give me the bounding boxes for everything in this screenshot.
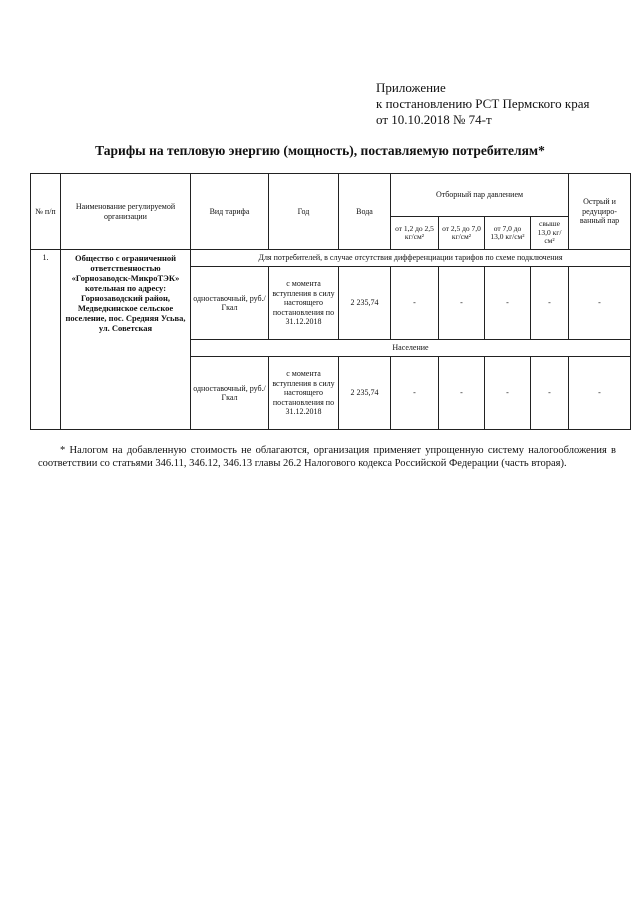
organization-name: Общество с ограниченной ответственностью «Горнозаводск-МикроТЭК» котельная по адресу: Горнозаводский район, Медведкинское сельское поселение, пос. Средняя Усьва, ул. Советская (61, 250, 191, 430)
header-tariff-type: Вид тарифа (191, 174, 269, 250)
footnote (38, 444, 616, 470)
header-steam-sub: от 1,2 до 2,5 кг/см² (391, 217, 439, 250)
header-steam-sub: от 2,5 до 7,0 кг/см² (439, 217, 485, 250)
tariffs-table (30, 173, 631, 430)
steam-cell: - (439, 357, 485, 430)
sharp-steam-cell: - (569, 267, 631, 340)
steam-cell: - (531, 357, 569, 430)
steam-cell: - (391, 357, 439, 430)
appendix-line-2: к постановлению РСТ Пермского края (376, 96, 590, 111)
steam-cell: - (531, 267, 569, 340)
steam-cell: - (439, 267, 485, 340)
appendix-line-3: от 10.10.2018 № 74-т (376, 112, 492, 127)
steam-cell: - (485, 357, 531, 430)
water-cell: 2 235,74 (339, 357, 391, 430)
header-sharp-steam: Острый и редуциро-ванный пар (569, 174, 631, 250)
footnote-text: * Налогом на добавленную стоимость не облагаются, организация применяет упрощенную систему налогообложения в соответствии со статьями 346.11, 346.12, 346.13 главы 26.2 Налогового кодекса Российской Федерации (часть вторая). (38, 445, 616, 469)
sharp-steam-cell: - (569, 357, 631, 430)
header-year: Год (269, 174, 339, 250)
document-title: Тарифы на тепловую энергию (мощность), поставляемую потребителям* (95, 143, 545, 158)
water-cell: 2 235,74 (339, 267, 391, 340)
steam-cell: - (391, 267, 439, 340)
steam-cell: - (485, 267, 531, 340)
tariff-type-cell: одноставочный, руб./Гкал (191, 267, 269, 340)
header-steam-sub: от 7,0 до 13,0 кг/см² (485, 217, 531, 250)
header-num: № п/п (31, 174, 61, 250)
section-label: Население (191, 340, 631, 357)
row-number: 1. (31, 250, 61, 430)
appendix-line-1: Приложение (376, 80, 446, 95)
header-steam-sub: свыше 13,0 кг/см² (531, 217, 569, 250)
year-cell: с момента вступления в силу настоящего постановления по 31.12.2018 (269, 357, 339, 430)
year-cell: с момента вступления в силу настоящего постановления по 31.12.2018 (269, 267, 339, 340)
header-org: Наименование регулируемой организации (61, 174, 191, 250)
tariff-type-cell: одноставочный, руб./Гкал (191, 357, 269, 430)
header-water: Вода (339, 174, 391, 250)
section-label: Для потребителей, в случае отсутствия дифференциации тарифов по схеме подключения (191, 250, 631, 267)
appendix-block (376, 80, 589, 128)
header-steam: Отборный пар давлением (391, 174, 569, 217)
